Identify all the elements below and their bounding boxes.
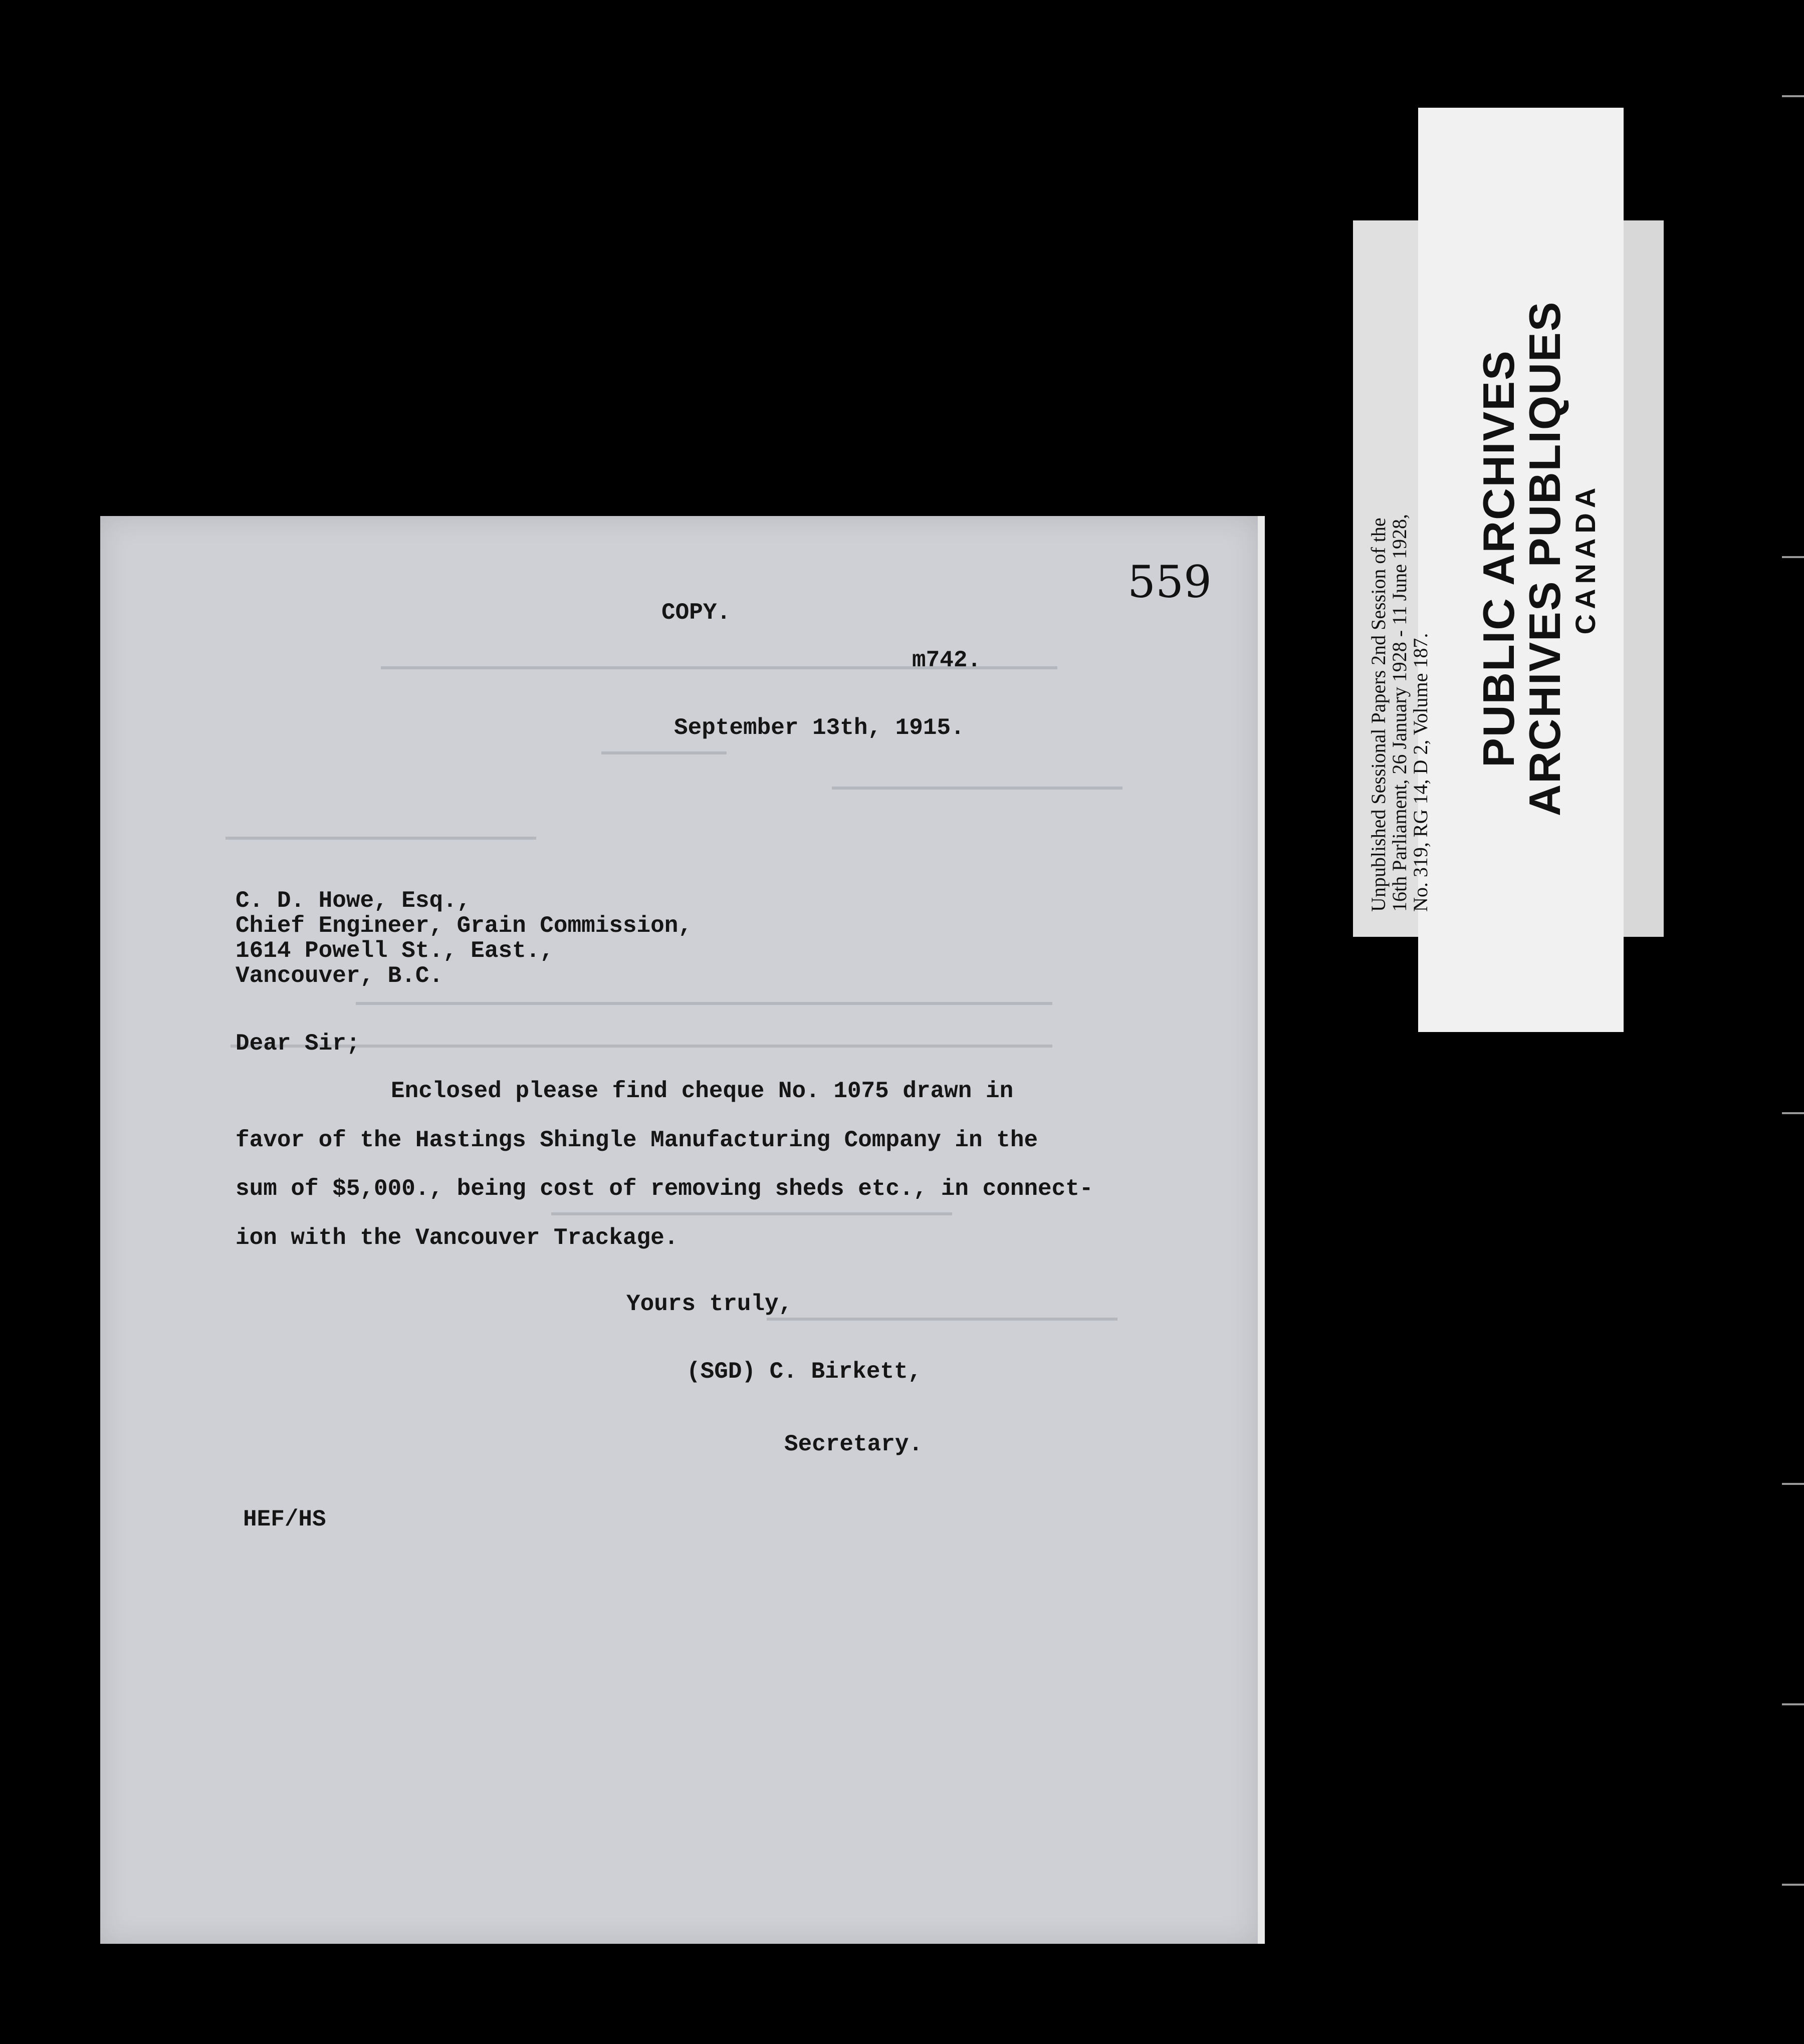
body-line: sum of $5,000., being cost of removing sheds etc., in connect-: [236, 1176, 1093, 1202]
letter-sheet: [100, 516, 1265, 1944]
addressee-line: Chief Engineer, Grain Commission,: [236, 913, 692, 939]
addressee-line: C. D. Howe, Esq.,: [236, 888, 471, 914]
scan-edge-mark: [1782, 1483, 1804, 1485]
show-through-line: [225, 837, 536, 845]
folio-number: 559: [1128, 556, 1212, 608]
archive-citation: [1368, 286, 1431, 912]
letter-date: September 13th, 1915.: [674, 715, 965, 741]
show-through-line: [601, 751, 727, 759]
scan-edge-mark: [1782, 1703, 1804, 1705]
citation-line: Unpublished Sessional Papers 2nd Session of the: [1367, 518, 1390, 912]
scan-edge-mark: [1782, 1112, 1804, 1114]
archives-line-en: PUBLIC ARCHIVES: [1474, 350, 1523, 768]
show-through-line: [767, 1318, 1117, 1326]
show-through-line: [832, 787, 1122, 795]
signatory-title: Secretary.: [784, 1431, 923, 1457]
label-backing: [1624, 220, 1664, 937]
reference-number: m742.: [912, 647, 982, 673]
archives-country: CANADA: [1569, 482, 1601, 635]
scan-edge-mark: [1782, 1884, 1804, 1886]
signature: (SGD) C. Birkett,: [687, 1359, 922, 1385]
copy-label: COPY.: [661, 600, 731, 626]
show-through-line: [356, 1002, 1052, 1010]
archives-line-fr: ARCHIVES PUBLIQUES: [1520, 301, 1569, 817]
citation-line: No. 319, RG 14, D 2, Volume 187.: [1409, 633, 1432, 912]
scan-edge-mark: [1782, 95, 1804, 97]
archives-stamp: [1476, 296, 1603, 822]
closing: Yours truly,: [626, 1291, 793, 1317]
body-line: Enclosed please find cheque No. 1075 drawn in: [391, 1078, 1014, 1104]
show-through-line: [551, 1212, 952, 1220]
typist-initials: HEF/HS: [243, 1506, 326, 1532]
scan-edge-mark: [1782, 556, 1804, 558]
body-line: ion with the Vancouver Trackage.: [236, 1225, 679, 1251]
addressee-line: Vancouver, B.C.: [236, 963, 443, 989]
body-line: favor of the Hastings Shingle Manufacturing Company in the: [236, 1127, 1038, 1153]
salutation: Dear Sir;: [236, 1031, 360, 1057]
addressee-line: 1614 Powell St., East.,: [236, 938, 554, 964]
citation-line: 16th Parliament, 26 January 1928 - 11 June 1928,: [1388, 514, 1411, 912]
